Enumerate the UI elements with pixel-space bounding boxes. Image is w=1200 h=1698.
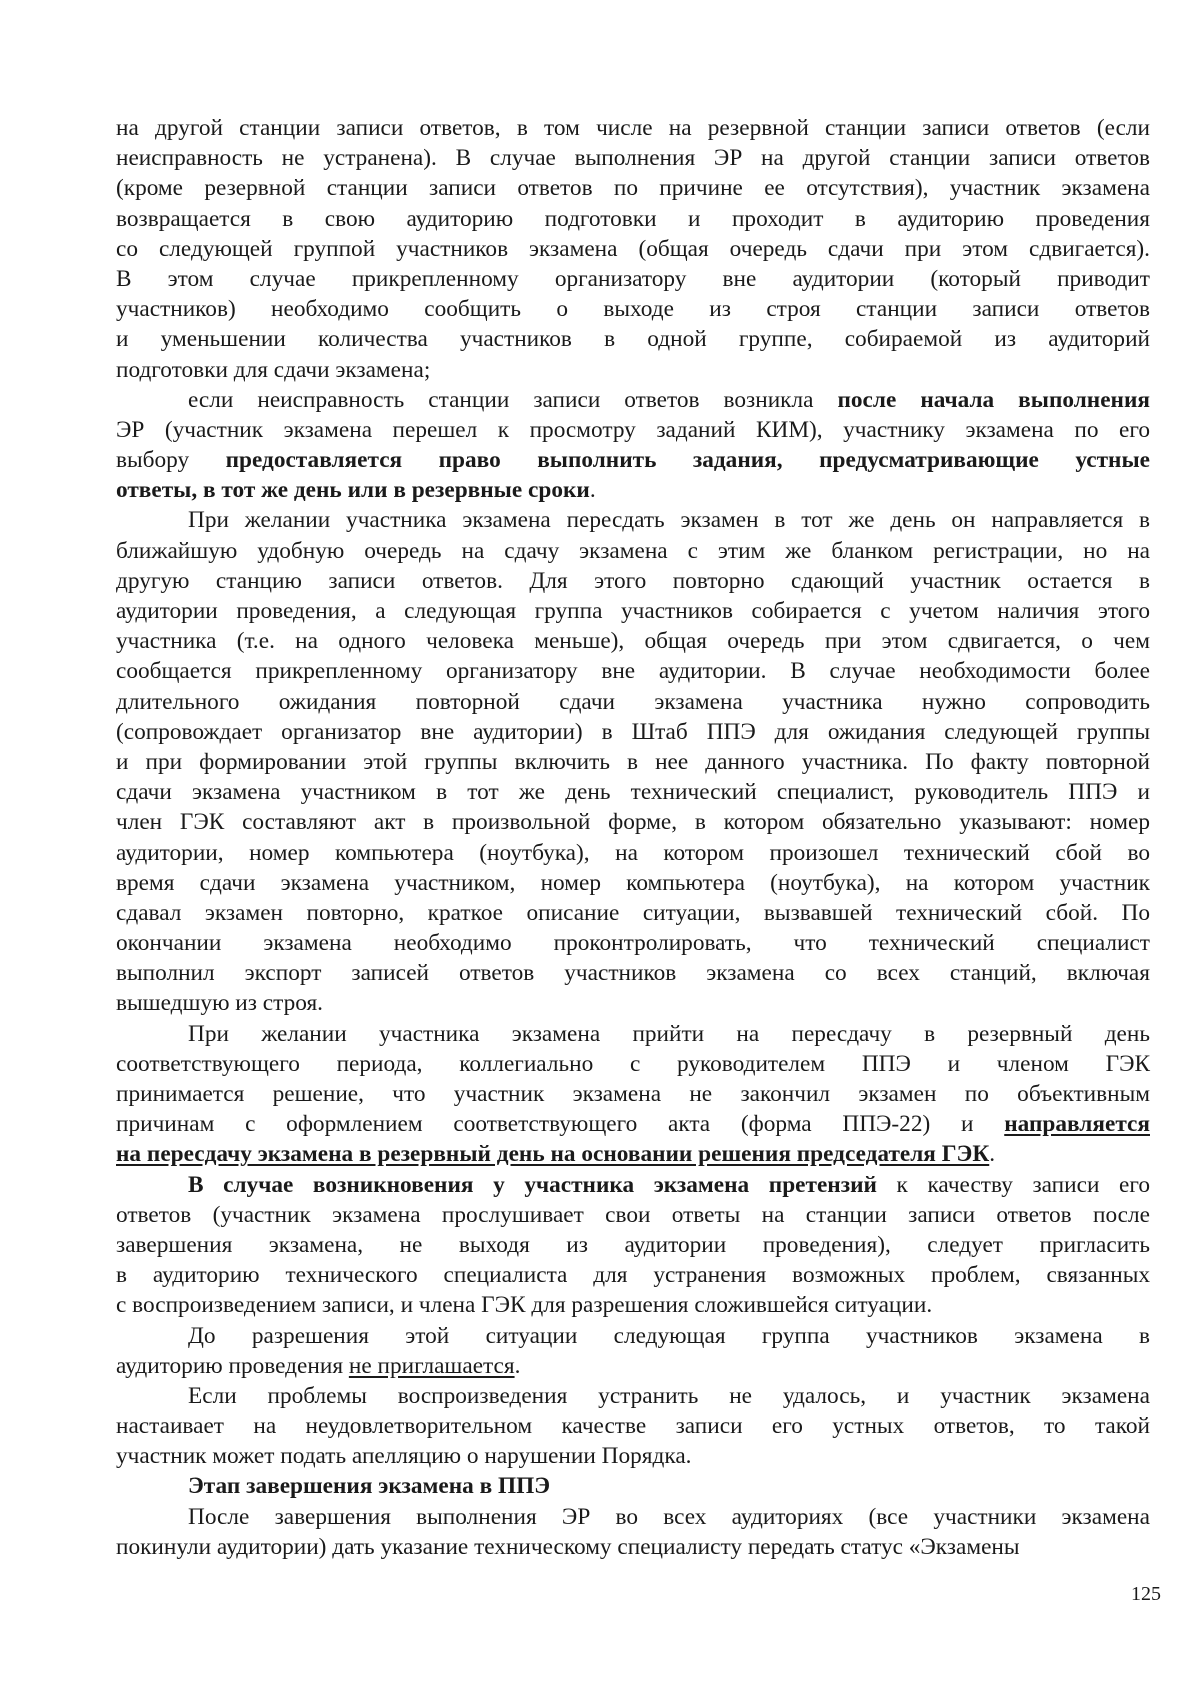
bold-text: направляется (1004, 1111, 1150, 1138)
text-line (116, 294, 1150, 324)
text-line (116, 566, 1150, 596)
bold-text: ответы, в тот же день или в резервные сроки (116, 477, 590, 504)
text-line (116, 475, 1150, 505)
bold-text: Этап завершения экзамена в ППЭ (188, 1473, 551, 1500)
text-segment: При желании участника экзамена пересдать экзамен в тот же день он направляется в (188, 507, 1150, 534)
text-line (116, 445, 1150, 475)
text-segment: соответствующего периода, коллегиально с руководителем ППЭ и членом ГЭК (116, 1050, 1150, 1077)
text-segment: участников) необходимо сообщить о выходе из строя станции записи ответов (116, 296, 1150, 323)
text-segment: и при формировании этой группы включить в нее данного участника. По факту повторной (116, 748, 1150, 775)
text-segment: в аудиторию технического специалиста для устранения возможных проблем, связанных (116, 1262, 1150, 1289)
bold-text: на пересдачу экзамена в резервный день на основании решения председателя ГЭК (116, 1141, 990, 1168)
text-line (116, 1079, 1150, 1109)
text-line (116, 1381, 1150, 1411)
text-line (116, 1351, 1150, 1381)
text-segment: на другой станции записи ответов, в том числе на резервной станции записи ответов (если (116, 115, 1150, 141)
text-line (116, 355, 1150, 385)
text-line (116, 1139, 1150, 1169)
text-segment: . (989, 1141, 996, 1168)
text-segment: возвращается в свою аудиторию подготовки и проходит в аудиторию проведения (116, 205, 1150, 232)
text-segment: сдачи экзамена участником в тот же день технический специалист, руководитель ППЭ и (116, 779, 1150, 806)
bold-text: после начала выполнения (837, 386, 1150, 413)
page-number: 125 (1131, 1583, 1161, 1605)
text-line (116, 928, 1150, 958)
text-segment: окончании экзамена необходимо проконтролировать, что технический специалист (116, 930, 1150, 957)
body-text (116, 113, 1150, 1562)
text-line (116, 204, 1150, 234)
text-segment: сдавал экзамен повторно, краткое описание ситуации, вызвавшей технический сбой. По (116, 899, 1150, 926)
text-line (116, 536, 1150, 566)
text-line (116, 173, 1150, 203)
text-segment: участник может подать апелляцию о нарушении Порядка. (116, 1443, 692, 1470)
text-segment: ближайшую удобную очередь на сдачу экзамена с этим же бланком регистрации, но на (116, 537, 1150, 564)
text-segment: причинам с оформлением соответствующего акта (форма ППЭ-22) и (116, 1111, 1005, 1138)
text-line (116, 1109, 1150, 1139)
text-line (116, 1260, 1150, 1290)
text-segment: со следующей группой участников экзамена (общая очередь сдачи при этом сдвигается). (116, 235, 1150, 262)
text-segment: неисправность не устранена). В случае выполнения ЭР на другой станции записи ответов (116, 145, 1150, 172)
text-line (116, 838, 1150, 868)
text-line (116, 1200, 1150, 1230)
text-line (116, 385, 1150, 415)
text-line (116, 596, 1150, 626)
text-segment: . (514, 1352, 521, 1379)
text-segment: к качеству записи его (876, 1171, 1150, 1198)
text-segment: принимается решение, что участник экзамена не закончил экзамен по объективным (116, 1081, 1150, 1107)
text-line (116, 143, 1150, 173)
text-segment: выбору (116, 447, 226, 474)
text-line (116, 1230, 1150, 1260)
text-line (116, 807, 1150, 837)
text-line (116, 264, 1150, 294)
text-segment: член ГЭК составляют акт в произвольной форме, в котором обязательно указывают: номер (116, 809, 1150, 836)
text-segment: вышедшую из строя. (116, 990, 323, 1017)
text-segment: ЭР (участник экзамена перешел к просмотру заданий КИМ), участнику экзамена по его (116, 416, 1150, 443)
text-segment: аудитории проведения, а следующая группа участников собирается с учетом наличия этого (116, 598, 1150, 624)
text-line (116, 626, 1150, 656)
text-segment: покинули аудитории) дать указание техническому специалисту передать статус «Экзамены (116, 1533, 1020, 1560)
text-segment: если неисправность станции записи ответов возникла (188, 386, 838, 413)
text-line (116, 656, 1150, 686)
text-line (116, 898, 1150, 928)
bold-text: В случае возникновения у участника экзамена претензий (188, 1171, 877, 1198)
text-segment: выполнил экспорт записей ответов участников экзамена со всех станций, включая (116, 960, 1150, 987)
text-line (116, 687, 1150, 717)
text-line (116, 505, 1150, 535)
text-segment: ответов (участник экзамена прослушивает свои ответы на станции записи ответов после (116, 1201, 1150, 1228)
text-segment: с воспроизведением записи, и члена ГЭК для разрешения сложившейся ситуации. (116, 1292, 933, 1319)
text-segment: завершения экзамена, не выходя из аудитории проведения), следует пригласить (116, 1231, 1150, 1258)
text-line (116, 234, 1150, 264)
text-line (116, 1019, 1150, 1049)
text-line (116, 747, 1150, 777)
text-segment: (кроме резервной станции записи ответов по причине ее отсутствия), участник экзамена (116, 175, 1150, 202)
text-segment: При желании участника экзамена прийти на пересдачу в резервный день (188, 1020, 1150, 1047)
text-line (116, 415, 1150, 445)
text-line (116, 1290, 1150, 1320)
text-line (116, 1321, 1150, 1351)
text-line (116, 777, 1150, 807)
text-line (116, 1411, 1150, 1441)
text-line (116, 868, 1150, 898)
text-segment: аудиторию проведения (116, 1352, 349, 1379)
text-segment: аудитории, номер компьютера (ноутбука), на котором произошел технический сбой во (116, 839, 1150, 866)
text-segment: и уменьшении количества участников в одной группе, собираемой из аудиторий (116, 326, 1150, 353)
bold-text: предоставляется право выполнить задания, предусматривающие устные (225, 447, 1151, 474)
text-segment: сообщается прикрепленному организатору вне аудитории. В случае необходимости более (116, 658, 1150, 685)
text-segment: . (589, 477, 596, 504)
text-line (116, 1502, 1150, 1532)
text-segment: Если проблемы воспроизведения устранить не удалось, и участник экзамена (188, 1382, 1150, 1409)
text-line (116, 717, 1150, 747)
text-line (116, 988, 1150, 1018)
text-line (116, 1049, 1150, 1079)
text-segment: другую станцию записи ответов. Для этого повторно сдающий участник остается в (116, 567, 1150, 594)
text-segment: время сдачи экзамена участником, номер компьютера (ноутбука), на котором участник (116, 869, 1150, 896)
text-line (116, 324, 1150, 354)
text-line (116, 113, 1150, 143)
text-line (116, 1170, 1150, 1200)
text-line (116, 1532, 1150, 1562)
text-segment: участника (т.е. на одного человека меньше), общая очередь при этом сдвигается, о чем (116, 628, 1150, 655)
underlined-text: не приглашается (348, 1352, 515, 1379)
text-segment: подготовки для сдачи экзамена; (116, 356, 431, 383)
text-segment: настаивает на неудовлетворительном качестве записи его устных ответов, то такой (116, 1413, 1150, 1440)
text-segment: (сопровождает организатор вне аудитории) в Штаб ППЭ для ожидания следующей группы (116, 718, 1150, 745)
text-segment: После завершения выполнения ЭР во всех аудиториях (все участники экзамена (188, 1503, 1150, 1530)
text-segment: До разрешения этой ситуации следующая группа участников экзамена в (188, 1322, 1150, 1349)
text-line (116, 1471, 1150, 1501)
text-line (116, 958, 1150, 988)
text-line (116, 1441, 1150, 1471)
text-segment: В этом случае прикрепленному организатору вне аудитории (который приводит (116, 265, 1150, 292)
text-segment: длительного ожидания повторной сдачи экзамена участника нужно сопроводить (116, 688, 1150, 715)
